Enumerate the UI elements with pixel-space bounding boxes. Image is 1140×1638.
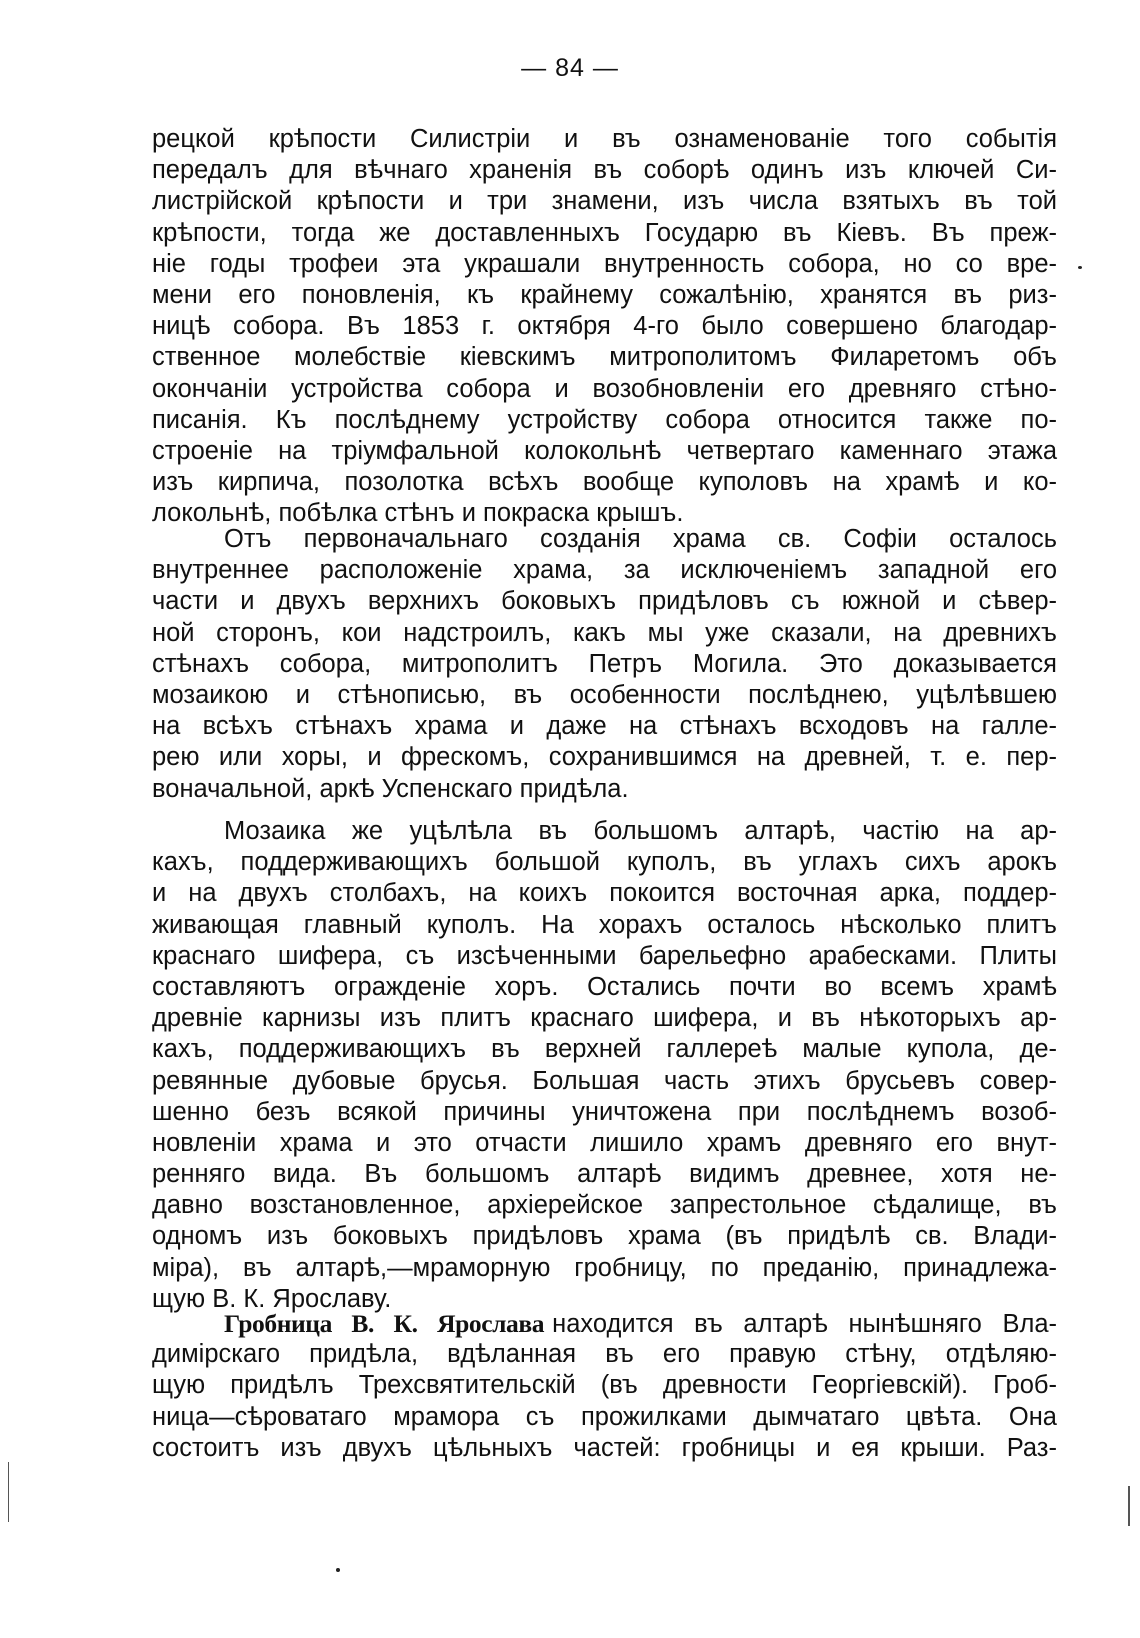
text-line: кахъ, поддерживающихъ большой куполъ, въ углахъ сихъ арокъ [152, 848, 1057, 877]
text-line: части и двухъ верхнихъ боковыхъ придѣловъ съ южной и сѣвер- [152, 587, 1057, 616]
scan-speck [1078, 266, 1082, 269]
page-number: — 84 — [521, 54, 619, 82]
text-line: ница—сѣроватаго мрамора съ прожилками дымчатаго цвѣта. Она [152, 1402, 1057, 1431]
text-line: состоитъ изъ двухъ цѣльныхъ частей: гробницы и ея крыши. Раз- [152, 1433, 1057, 1462]
paragraph-1 [152, 124, 1057, 529]
scan-speck [336, 1568, 340, 1572]
text-line: изъ кирпича, позолотка всѣхъ вообще куполовъ на храмѣ и ко- [152, 468, 1057, 497]
text-line: крѣпости, тогда же доставленныхъ Государю въ Кіевъ. Въ преж- [152, 218, 1057, 247]
text-line: давно возстановленное, архіерейское запрестольное сѣдалище, въ [152, 1191, 1057, 1220]
text-line: рецкой крѣпости Силистріи и въ ознаменованіе того событія [152, 125, 1057, 153]
text-line: щую В. К. Ярославу. [152, 1284, 392, 1313]
text-line: на всѣхъ стѣнахъ храма и даже на стѣнахъ всходовъ на галле- [152, 712, 1057, 741]
paragraph-2 [152, 524, 1057, 805]
scan-edge-line [1128, 1486, 1130, 1526]
text-line: димірскаго придѣла, вдѣланная въ его правую стѣну, отдѣляю- [152, 1340, 1057, 1369]
text-line: міра), въ алтарѣ,—мраморную гробницу, по преданію, принадлежа- [152, 1253, 1057, 1282]
scan-edge-line [8, 1462, 9, 1522]
heading-line-rest: находится въ алтарѣ нынѣшняго Вла- [552, 1310, 1058, 1338]
text-line: воначальной, аркѣ Успенскаго придѣла. [152, 774, 629, 803]
text-line: рею или хоры, и фрескомъ, сохранившимся на древней, т. е. пер- [152, 743, 1057, 772]
text-line: ной сторонъ, кои надстроилъ, какъ мы уже сказали, на древнихъ [152, 618, 1057, 647]
text-line: живающая главный куполъ. На хорахъ осталось нѣсколько плитъ [152, 910, 1057, 939]
text-line: стѣнахъ собора, митрополитъ Петръ Могила. Это доказывается [152, 649, 1057, 678]
text-line: мени его поновленія, къ крайнему сожалѣнію, хранятся въ риз- [152, 280, 1057, 309]
text-line: и на двухъ столбахъ, на коихъ покоится восточная арка, поддер- [152, 879, 1057, 908]
text-line: краснаго шифера, съ изсѣченными барельефно арабесками. Плиты [152, 941, 1057, 970]
text-line: листрійской крѣпости и три знамени, изъ числа взятыхъ въ той [152, 187, 1057, 216]
text-line: строеніе на тріумфальной колокольнѣ четвертаго каменнаго этажа [152, 436, 1057, 465]
section-heading: Гробница В. К. Ярослава [224, 1309, 545, 1338]
text-line: ніе годы трофеи эта украшали внутренность собора, но со вре- [152, 249, 1057, 278]
text-line: локольнѣ, побѣлка стѣнъ и покраска крышъ. [152, 499, 684, 528]
text-line: Мозаика же уцѣлѣла въ большомъ алтарѣ, частію на ар- [224, 817, 1057, 845]
text-line: древніе карнизы изъ плитъ краснаго шифера, и въ нѣкоторыхъ ар- [152, 1004, 1057, 1033]
text-line: одномъ изъ боковыхъ придѣловъ храма (въ придѣлѣ св. Влади- [152, 1222, 1057, 1251]
text-line: ревянные дубовые брусья. Большая часть этихъ брусьевъ совер- [152, 1066, 1057, 1095]
text-line: внутреннее расположеніе храма, за исключеніемъ западной его [152, 556, 1057, 585]
text-line: ницѣ собора. Въ 1853 г. октября 4-го было совершено благодар- [152, 312, 1057, 341]
text-line: новленіи храма и это отчасти лишило храмъ древняго его внут- [152, 1128, 1057, 1157]
text-line: щую придѣлъ Трехсвятительскій (въ древности Георгіевскій). Гроб- [152, 1371, 1057, 1400]
text-line: Отъ первоначальнаго созданія храма св. Софіи осталось [224, 525, 1057, 553]
paragraph-3 [152, 816, 1057, 1315]
text-line: шенно безъ всякой причины уничтожена при послѣднемъ возоб- [152, 1097, 1057, 1126]
text-line: окончаніи устройства собора и возобновленіи его древняго стѣно- [152, 374, 1057, 403]
text-line: ренняго вида. Въ большомъ алтарѣ видимъ древнее, хотя не- [152, 1160, 1057, 1189]
text-line [152, 1308, 1057, 1339]
text-line: кахъ, поддерживающихъ въ верхней галлереѣ малые купола, де- [152, 1035, 1057, 1064]
text-line: передалъ для вѣчнаго храненія въ соборѣ одинъ изъ ключей Си- [152, 156, 1057, 185]
paragraph-4 [152, 1308, 1057, 1464]
text-line: ственное молебствіе кіевскимъ митрополитомъ Филаретомъ объ [152, 343, 1057, 372]
text-line: писанія. Къ послѣднему устройству собора относится также по- [152, 405, 1057, 434]
text-line: составляютъ огражденіе хоръ. Остались почти во всемъ храмѣ [152, 972, 1057, 1001]
text-line: мозаикою и стѣнописью, въ особенности послѣднею, уцѣлѣвшею [152, 680, 1057, 709]
